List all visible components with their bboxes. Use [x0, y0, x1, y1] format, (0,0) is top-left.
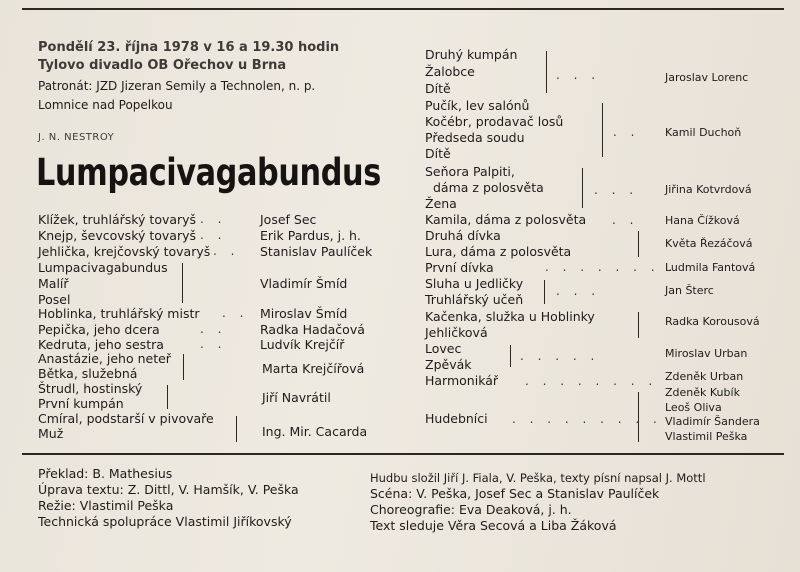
leader-dots: . .: [200, 337, 227, 351]
role: Žena: [425, 196, 457, 211]
actor: Kamil Duchoň: [665, 126, 742, 139]
role: Zpěvák: [425, 357, 472, 372]
role: Lovec: [425, 341, 462, 356]
role: Štrudl, hostinský: [38, 381, 143, 396]
role: Jehlička, krejčovský tovaryš: [38, 244, 211, 259]
credit-line: Překlad: B. Mathesius: [38, 466, 173, 481]
role: Klížek, truhlářský tovaryš: [38, 212, 197, 227]
actor: Jiřina Kotvrdová: [665, 183, 752, 196]
brace: [236, 416, 242, 442]
actor: Zdeněk Urban: [665, 370, 744, 383]
role: Jehličková: [425, 325, 488, 340]
role: Sluha u Jedličky: [425, 276, 524, 291]
role: Kamila, dáma z polosvěta: [425, 212, 587, 227]
leader-dots: . .: [612, 213, 639, 227]
actor: Vladimír Šandera: [665, 415, 760, 428]
role: Dítě: [425, 146, 451, 161]
role: Pučík, lev salónů: [425, 98, 530, 113]
brace: [544, 280, 550, 304]
leader-dots: . . .: [594, 183, 639, 197]
actor: Leoš Oliva: [665, 401, 722, 414]
leader-dots: . .: [222, 306, 249, 320]
leader-dots: . .: [200, 228, 227, 242]
leader-dots: . . . . .: [520, 349, 600, 363]
role: Posel: [38, 292, 71, 307]
actor: Marta Krejčířová: [262, 361, 365, 376]
actor: Jiří Navrátil: [262, 390, 331, 405]
role: Hudebníci: [425, 411, 488, 426]
role: Bětka, služebná: [38, 366, 138, 381]
brace: [182, 263, 188, 303]
actor: Hana Čížková: [665, 214, 740, 227]
top-rule: [22, 8, 784, 10]
role: Malíř: [38, 276, 69, 291]
role: Lumpacivagabundus: [38, 260, 168, 275]
role: Druhý kumpán: [425, 47, 518, 62]
role: První dívka: [425, 260, 494, 275]
brace: [638, 231, 644, 257]
actor: Vladimír Šmíd: [260, 276, 348, 291]
role: První kumpán: [38, 396, 124, 411]
leader-dots: . . .: [556, 284, 601, 298]
actor: Erik Pardus, j. h.: [260, 228, 361, 243]
credit-line: Text sleduje Věra Secová a Liba Žáková: [370, 518, 617, 533]
leader-dots: . . . . . . . .: [525, 374, 658, 388]
brace: [602, 103, 608, 157]
credit-line: Úprava textu: Z. Dittl, V. Hamšík, V. Peška: [38, 482, 299, 497]
patronage-location: Lomnice nad Popelkou: [38, 98, 173, 112]
role: Předseda soudu: [425, 130, 525, 145]
role: Seňora Palpiti,: [425, 164, 515, 179]
role: Harmonikář: [425, 373, 499, 388]
play-author: J. N. NESTROY: [38, 132, 115, 143]
role: Lura, dáma z polosvěta: [425, 244, 572, 259]
leader-dots: . . . . . . . .: [545, 260, 678, 274]
credit-line: Hudbu složil Jiří J. Fiala, V. Peška, texty písní napsal J. Mottl: [370, 471, 706, 485]
leader-dots: . .: [213, 244, 240, 258]
actor: Zdeněk Kubík: [665, 386, 740, 399]
credit-line: Technická spolupráce Vlastimil Jiříkovský: [38, 514, 292, 529]
credit-line: Choreografie: Eva Deaková, j. h.: [370, 502, 572, 517]
actor: Ing. Mir. Cacarda: [262, 424, 368, 439]
role: Anastázie, jeho neteř: [38, 351, 171, 366]
role: Kačenka, služka u Hoblinky: [425, 309, 595, 324]
brace: [510, 345, 516, 367]
brace: [167, 385, 173, 409]
role: dáma z polosvěta: [433, 180, 544, 195]
role: Hoblinka, truhlářský mistr: [38, 306, 200, 321]
brace: [183, 354, 189, 380]
actor: Ludmila Fantová: [665, 261, 756, 274]
role: Kedruta, jeho sestra: [38, 337, 164, 352]
role: Druhá dívka: [425, 228, 501, 243]
role: Truhlářský učeň: [425, 292, 524, 307]
actor: Miroslav Urban: [665, 347, 748, 360]
actor: Radka Korousová: [665, 315, 760, 328]
theatre-name: Tylovo divadlo OB Ořechov u Brna: [38, 58, 287, 73]
brace: [638, 312, 644, 338]
leader-dots: . .: [200, 322, 227, 336]
actor: Radka Hadačová: [260, 322, 365, 337]
brace: [582, 168, 588, 208]
brace: [546, 51, 552, 93]
leader-dots: . .: [613, 125, 640, 139]
actor: Ludvík Krejčíř: [260, 337, 345, 352]
patronage: Patronát: JZD Jizeran Semily a Technolen, n. p.: [38, 79, 316, 93]
actor: Josef Sec: [260, 212, 317, 227]
play-title: Lumpacivagabundus: [36, 151, 381, 194]
actor: Květa Řezáčová: [665, 237, 753, 250]
actor: Jan Šterc: [665, 284, 714, 297]
performance-date: Pondělí 23. října 1978 v 16 a 19.30 hodin: [38, 40, 340, 55]
role: Kočébr, prodavač losů: [425, 114, 564, 129]
actor: Vlastimil Peška: [665, 430, 748, 443]
leader-dots: . . . . . . . . .: [512, 412, 662, 426]
leader-dots: . . .: [556, 68, 601, 82]
leader-dots: . .: [200, 212, 227, 226]
actor: Miroslav Šmíd: [260, 306, 348, 321]
actor: Stanislav Paulíček: [260, 244, 373, 259]
bottom-rule: [22, 453, 784, 455]
credit-line: Režie: Vlastimil Peška: [38, 498, 174, 513]
actor: Jaroslav Lorenc: [665, 71, 749, 84]
role: Žalobce: [425, 64, 475, 79]
role: Knejp, ševcovský tovaryš: [38, 228, 197, 243]
role: Dítě: [425, 81, 451, 96]
role: Muž: [38, 426, 64, 441]
role: Pepička, jeho dcera: [38, 322, 160, 337]
role: Cmíral, podstarší v pivovaře: [38, 411, 214, 426]
credit-line: Scéna: V. Peška, Josef Sec a Stanislav Paulíček: [370, 486, 660, 501]
